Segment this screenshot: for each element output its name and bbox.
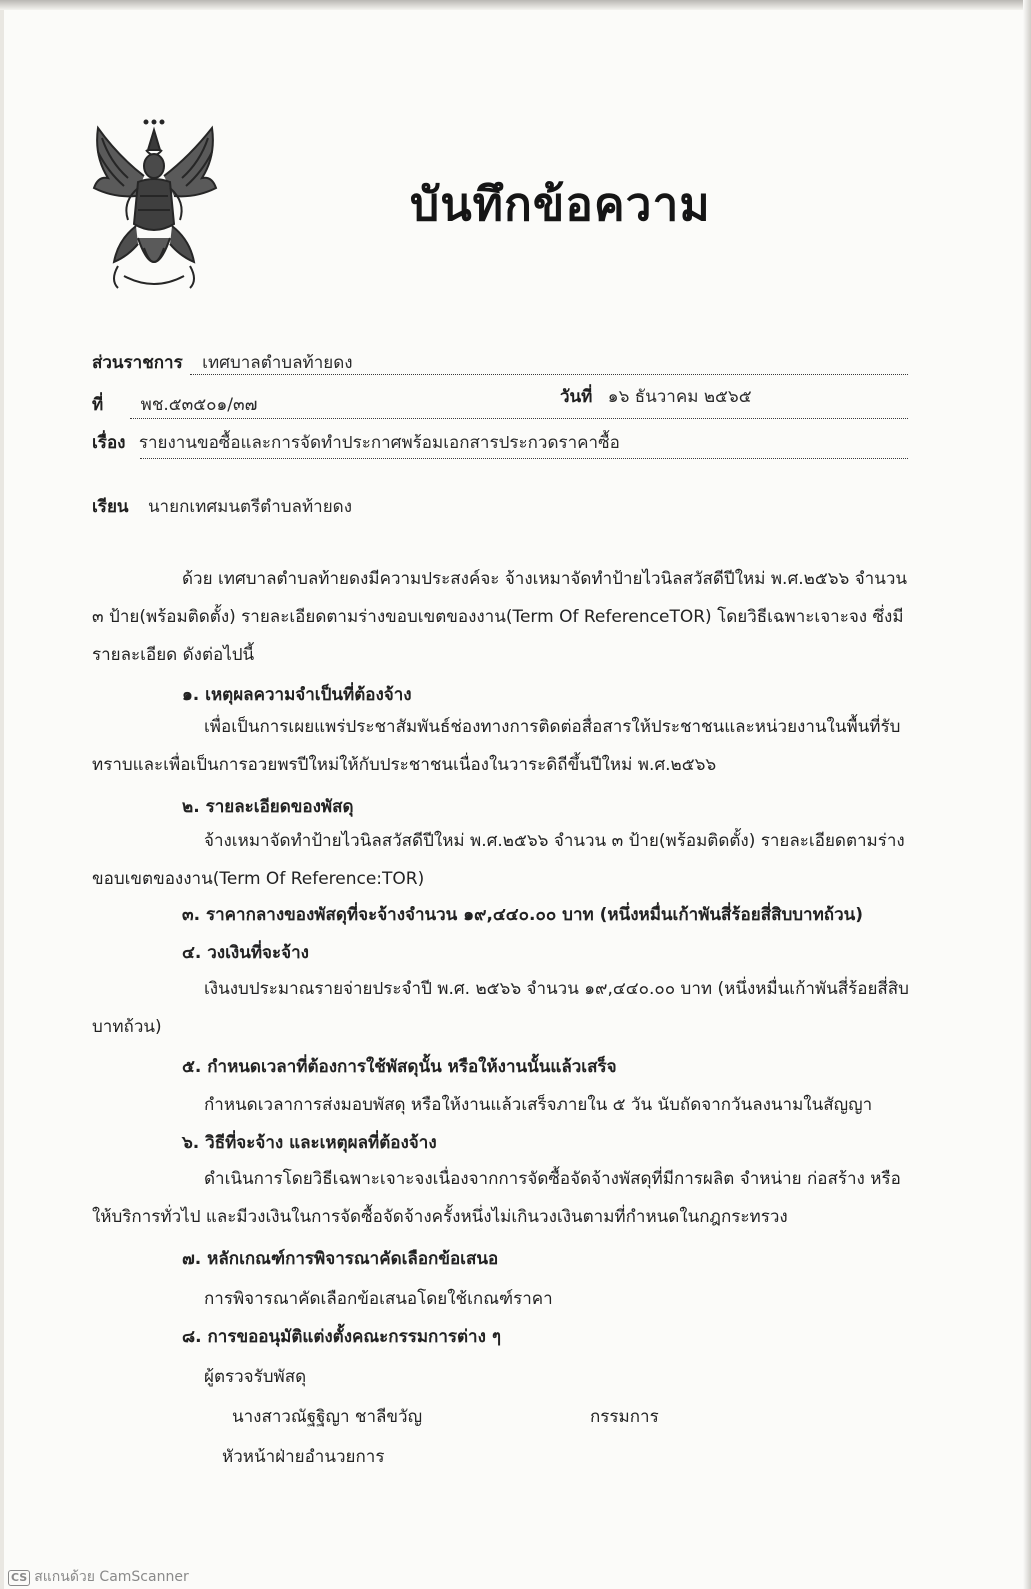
scan-edge-right xyxy=(1023,0,1031,1589)
document-title: บันทึกข้อความ xyxy=(410,177,711,231)
item-6-body: ดำเนินการโดยวิธีเฉพาะเจาะจงเนื่องจากการจัดซื้อจัดจ้างพัสดุที่มีการผลิต จำหน่าย ก่อสร้าง หรือให้บริการทั่วไป และมีวงเงินในการจัดซื้อจัดจ้างครั้งหนึ่งไม่เกินวงเงินตามที่กำหนดในกฎกระทรวง xyxy=(92,1169,901,1227)
item-5-heading: ๕. กำหนดเวลาที่ต้องการใช้พัสดุนั้น หรือให้งานนั้นแล้วเสร็จ xyxy=(182,1057,617,1077)
item-6-heading: ๖. วิธีที่จะจ้าง และเหตุผลที่ต้องจ้าง xyxy=(182,1133,437,1153)
scanner-watermark-text: สแกนด้วย CamScanner xyxy=(34,1569,189,1585)
department-dotted-line xyxy=(190,374,908,375)
salutation-label: เรียน xyxy=(92,497,129,517)
date-row xyxy=(560,386,752,408)
committee-member-role: กรรมการ xyxy=(590,1407,659,1427)
subject-dotted-line xyxy=(140,458,908,459)
scanner-watermark xyxy=(8,1566,189,1588)
item-4-body: เงินงบประมาณรายจ่ายประจำปี พ.ศ. ๒๕๖๖ จำนวน ๑๙,๔๔๐.๐๐ บาท (หนึ่งหมื่นเก้าพันสี่ร้อยสี่สิบบาทถ้วน) xyxy=(92,979,909,1037)
item-8-heading: ๘. การขออนุมัติแต่งตั้งคณะกรรมการต่าง ๆ xyxy=(182,1327,501,1347)
item-5-body: กำหนดเวลาการส่งมอบพัสดุ หรือให้งานแล้วเสร็จภายใน ๕ วัน นับถัดจากวันลงนามในสัญญา xyxy=(204,1095,873,1115)
date-label: วันที่ xyxy=(560,387,593,407)
item-2-body: จ้างเหมาจัดทำป้ายไวนิลสวัสดีปีใหม่ พ.ศ.๒๕๖๖ จำนวน ๓ ป้าย(พร้อมติดตั้ง) รายละเอียดตามร่างขอบเขตของงาน(Term Of Reference:TOR) xyxy=(92,831,905,889)
date-value: ๑๖ ธันวาคม ๒๕๖๕ xyxy=(607,387,752,407)
salutation-row xyxy=(92,496,352,518)
department-value: เทศบาลตำบลท้ายดง xyxy=(202,353,353,373)
item-7-heading: ๗. หลักเกณฑ์การพิจารณาคัดเลือกข้อเสนอ xyxy=(182,1249,499,1269)
item-1-body: เพื่อเป็นการเผยแพร่ประชาสัมพันธ์ช่องทางการติดต่อสื่อสารให้ประชาชนและหน่วยงานในพื้นที่รับทราบและเพื่อเป็นการอวยพรปีใหม่ให้กับประชาชนเนื่องในวาระดิถีขึ้นปีใหม่ พ.ศ.๒๕๖๖ xyxy=(92,717,901,775)
item-2-heading: ๒. รายละเอียดของพัสดุ xyxy=(182,797,354,817)
reference-row xyxy=(92,394,257,416)
salutation-value: นายกเทศมนตรีตำบลท้ายดง xyxy=(147,497,353,517)
garuda-emblem-icon xyxy=(88,116,228,294)
subject-value: รายงานขอซื้อและการจัดทำประกาศพร้อมเอกสารประกวดราคาซื้อ xyxy=(138,433,620,453)
item-1-heading: ๑. เหตุผลความจำเป็นที่ต้องจ้าง xyxy=(182,685,412,705)
subject-row xyxy=(92,432,620,454)
intro-paragraph: ด้วย เทศบาลตำบลท้ายดงมีความประสงค์จะ จ้างเหมาจัดทำป้ายไวนิลสวัสดีปีใหม่ พ.ศ.๒๕๖๖ จำนวน ๓ ป้าย(พร้อมติดตั้ง) รายละเอียดตามร่างขอบเขตของงาน(Term Of ReferenceTOR) โดยวิธีเฉพาะเจาะจง ซึ่งมีรายละเอียด ดังต่อไปนี้ xyxy=(92,569,907,665)
reference-value: พช.๕๓๕๐๑/๓๗ xyxy=(140,395,258,415)
subject-label: เรื่อง xyxy=(92,433,126,453)
item-4-heading: ๔. วงเงินที่จะจ้าง xyxy=(182,943,309,963)
department-label: ส่วนราชการ xyxy=(92,353,183,373)
committee-member-position: หัวหน้าฝ่ายอำนวยการ xyxy=(222,1447,385,1467)
item-3-heading: ๓. ราคากลางของพัสดุที่จะจ้างจำนวน ๑๙,๔๔๐.๐๐ บาท (หนึ่งหมื่นเก้าพันสี่ร้อยสี่สิบบาทถ้วน) xyxy=(182,905,864,925)
scan-edge-top xyxy=(0,0,1031,10)
committee-member-name: นางสาวณัฐฐิญา ชาลีขวัญ xyxy=(232,1407,423,1427)
camscanner-logo-icon: CS xyxy=(8,1570,30,1586)
reference-dotted-line xyxy=(130,418,908,419)
reference-label: ที่ xyxy=(92,395,104,415)
department-row xyxy=(92,352,353,374)
committee-title: ผู้ตรวจรับพัสดุ xyxy=(204,1367,307,1387)
item-7-body: การพิจารณาคัดเลือกข้อเสนอโดยใช้เกณฑ์ราคา xyxy=(204,1289,553,1309)
